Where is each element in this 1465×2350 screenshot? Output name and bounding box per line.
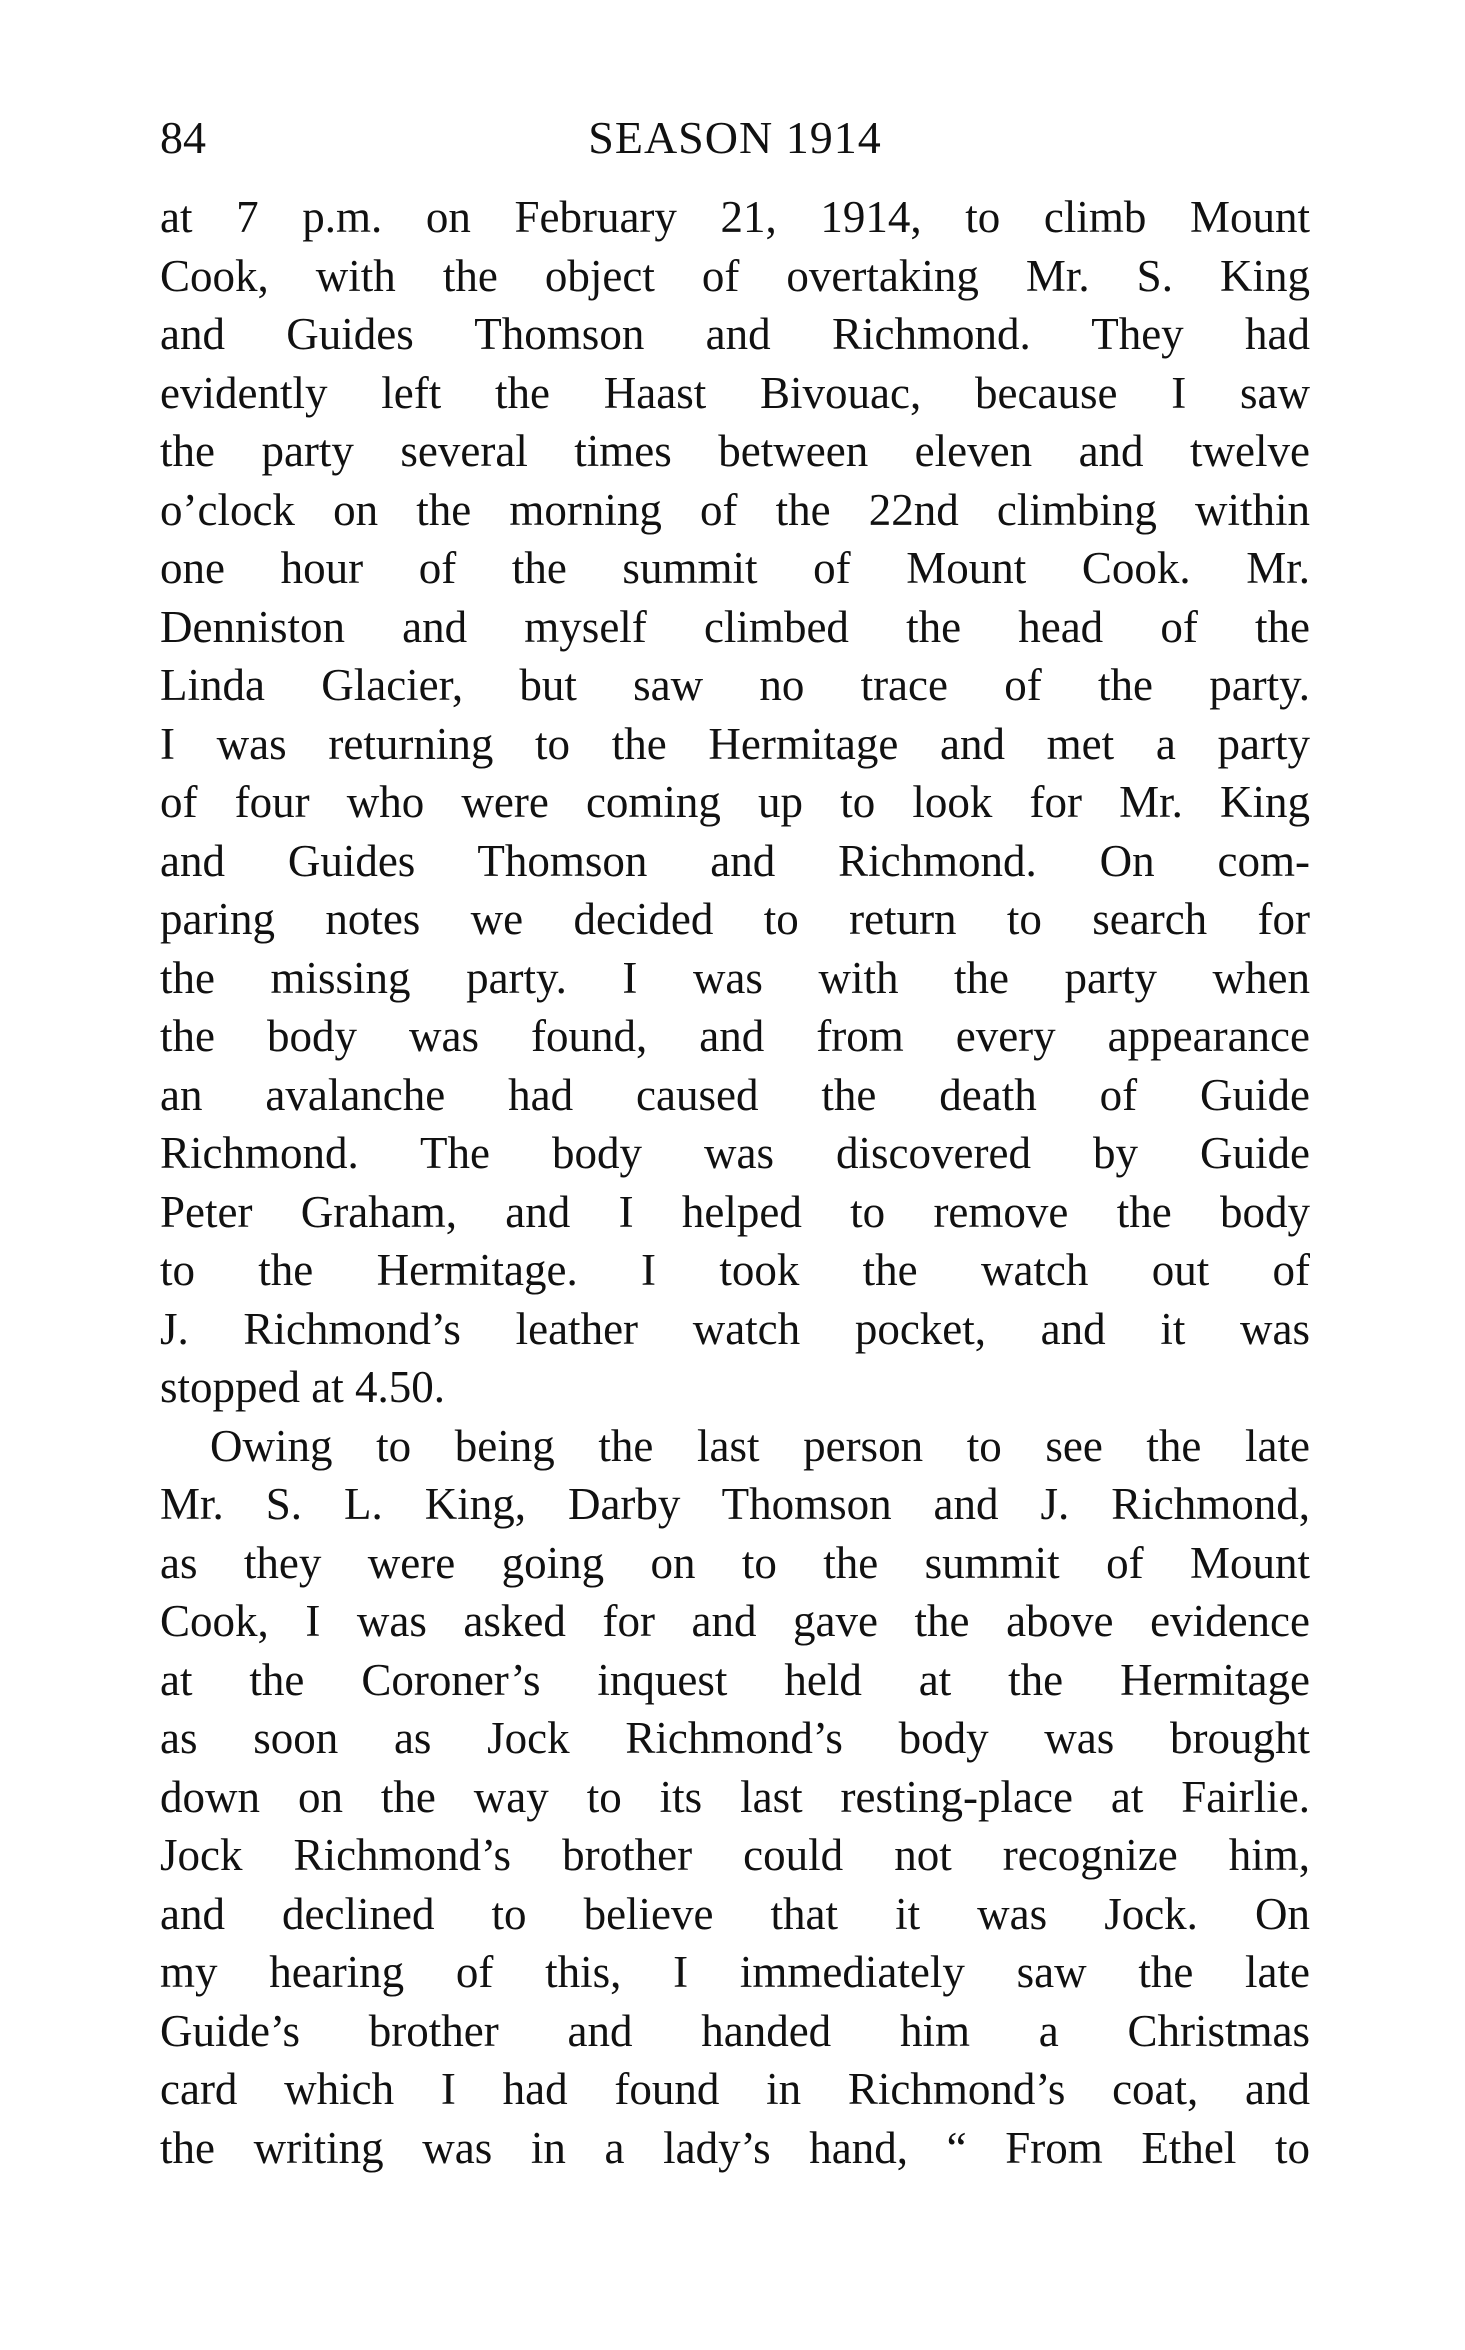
text-line: down on the way to its last resting-place at Fairlie. bbox=[160, 1771, 1310, 1822]
running-title: SEASON 1914 bbox=[588, 112, 882, 163]
text-line: and Guides Thomson and Richmond. On com- bbox=[160, 835, 1310, 886]
text-line: Owing to being the last person to see the late bbox=[210, 1420, 1310, 1471]
text-line: o’clock on the morning of the 22nd climbing within bbox=[160, 484, 1310, 535]
page-header bbox=[160, 108, 1310, 168]
text-line: I was returning to the Hermitage and met a party bbox=[160, 718, 1310, 769]
text-line: stopped at 4.50. bbox=[160, 1362, 445, 1412]
text-line: the writing was in a lady’s hand, “ From Ethel to bbox=[160, 2122, 1310, 2173]
text-line: one hour of the summit of Mount Cook. Mr. bbox=[160, 543, 1310, 593]
text-line: Linda Glacier, but saw no trace of the party. bbox=[160, 660, 1310, 710]
text-line: Peter Graham, and I helped to remove the body bbox=[160, 1186, 1310, 1237]
text-line: as they were going on to the summit of Mount bbox=[160, 1537, 1310, 1588]
paragraph-1 bbox=[160, 188, 1310, 1417]
text-line: my hearing of this, I immediately saw the late bbox=[160, 1947, 1310, 1997]
text-line: the missing party. I was with the party when bbox=[160, 952, 1310, 1003]
text-line: Mr. S. L. King, Darby Thomson and J. Richmond, bbox=[160, 1479, 1310, 1529]
text-line: to the Hermitage. I took the watch out of bbox=[160, 1245, 1310, 1295]
text-line: Cook, with the object of overtaking Mr. S. King bbox=[160, 250, 1310, 301]
text-line: evidently left the Haast Bivouac, because I saw bbox=[160, 367, 1310, 418]
text-line: Denniston and myself climbed the head of the bbox=[160, 601, 1310, 652]
text-line: an avalanche had caused the death of Guide bbox=[160, 1069, 1310, 1120]
text-line: at the Coroner’s inquest held at the Hermitage bbox=[160, 1654, 1310, 1705]
text-line: the body was found, and from every appearance bbox=[160, 1011, 1310, 1061]
text-line: J. Richmond’s leather watch pocket, and it was bbox=[160, 1303, 1310, 1354]
text-line: at 7 p.m. on February 21, 1914, to climb Mount bbox=[160, 192, 1310, 242]
text-line: and Guides Thomson and Richmond. They had bbox=[160, 309, 1310, 359]
text-line: Jock Richmond’s brother could not recognize him, bbox=[160, 1830, 1310, 1880]
text-line: card which I had found in Richmond’s coat, and bbox=[160, 2064, 1310, 2114]
text-line: Richmond. The body was discovered by Guide bbox=[160, 1128, 1310, 1178]
text-line: Guide’s brother and handed him a Christmas bbox=[160, 2005, 1310, 2056]
text-line: as soon as Jock Richmond’s body was brought bbox=[160, 1713, 1310, 1763]
text-line: of four who were coming up to look for Mr. King bbox=[160, 777, 1310, 827]
text-line: the party several times between eleven and twelve bbox=[160, 426, 1310, 476]
page-number: 84 bbox=[160, 112, 206, 163]
text-line: Cook, I was asked for and gave the above evidence bbox=[160, 1596, 1310, 1646]
body-text bbox=[160, 188, 1310, 2177]
text-line: paring notes we decided to return to search for bbox=[160, 894, 1310, 944]
paragraph-2 bbox=[160, 1417, 1310, 2178]
text-line: and declined to believe that it was Jock. On bbox=[160, 1888, 1310, 1939]
